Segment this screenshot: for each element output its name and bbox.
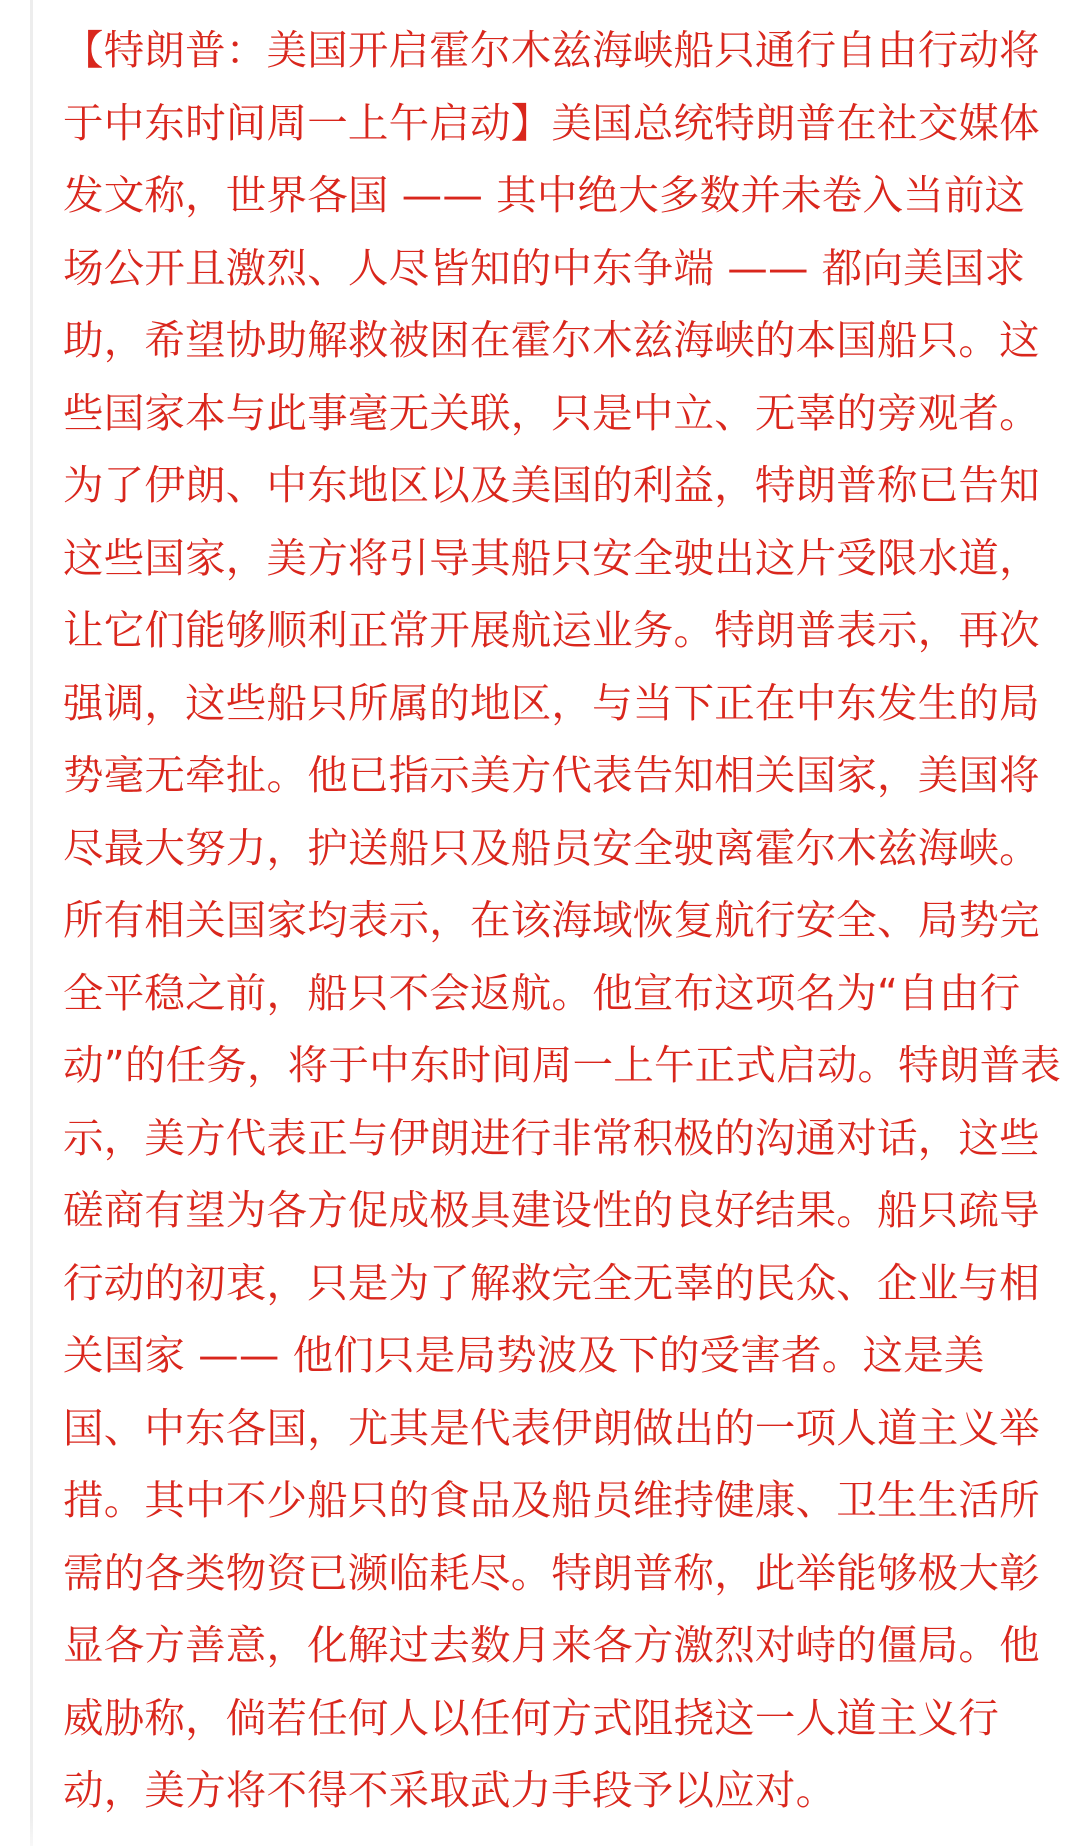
article-text [63, 14, 1061, 1827]
left-margin-rule [30, 0, 33, 1846]
article-headline: 【特朗普：美国开启霍尔木兹海峡船只通行自由行动将于中东时间周一上午启动】 [63, 26, 1040, 147]
article-body: 美国总统特朗普在社交媒体发文称，世界各国 —— 其中绝大多数并未卷入当前这场公开且激烈、人尽皆知的中东争端 —— 都向美国求助，希望协助解救被困在霍尔木兹海峡的本国船只。这些国家本与此事毫无关联，只是中立、无辜的旁观者。为了伊朗、中东地区以及美国的利益，特朗普称已告知这些国家，美方将引导其船只安全驶出这片受限水道，让它们能够顺利正常开展航运业务。特朗普表示，再次强调，这些船只所属的地区，与当下正在中东发生的局势毫无牵扯。他已指示美方代表告知相关国家，美国将尽最大努力，护送船只及船员安全驶离霍尔木兹海峡。所有相关国家均表示，在该海域恢复航行安全、局势完全平稳之前，船只不会返航。他宣布这项名为“自由行动”的任务，将于中东时间周一上午正式启动。特朗普表示，美方代表正与伊朗进行非常积极的沟通对话，这些磋商有望为各方促成极具建设性的良好结果。船只疏导行动的初衷，只是为了解救完全无辜的民众、企业与相关国家 —— 他们只是局势波及下的受害者。这是美国、中东各国，尤其是代表伊朗做出的一项人道主义举措。其中不少船只的食品及船员维持健康、卫生生活所需的各类物资已濒临耗尽。特朗普称，此举能够极大彰显各方善意，化解过去数月来各方激烈对峙的僵局。他威胁称，倘若任何人以任何方式阻挠这一人道主义行动，美方将不得不采取武力手段予以应对。 [63, 98, 1061, 1814]
bottom-fade [0, 1816, 1080, 1846]
